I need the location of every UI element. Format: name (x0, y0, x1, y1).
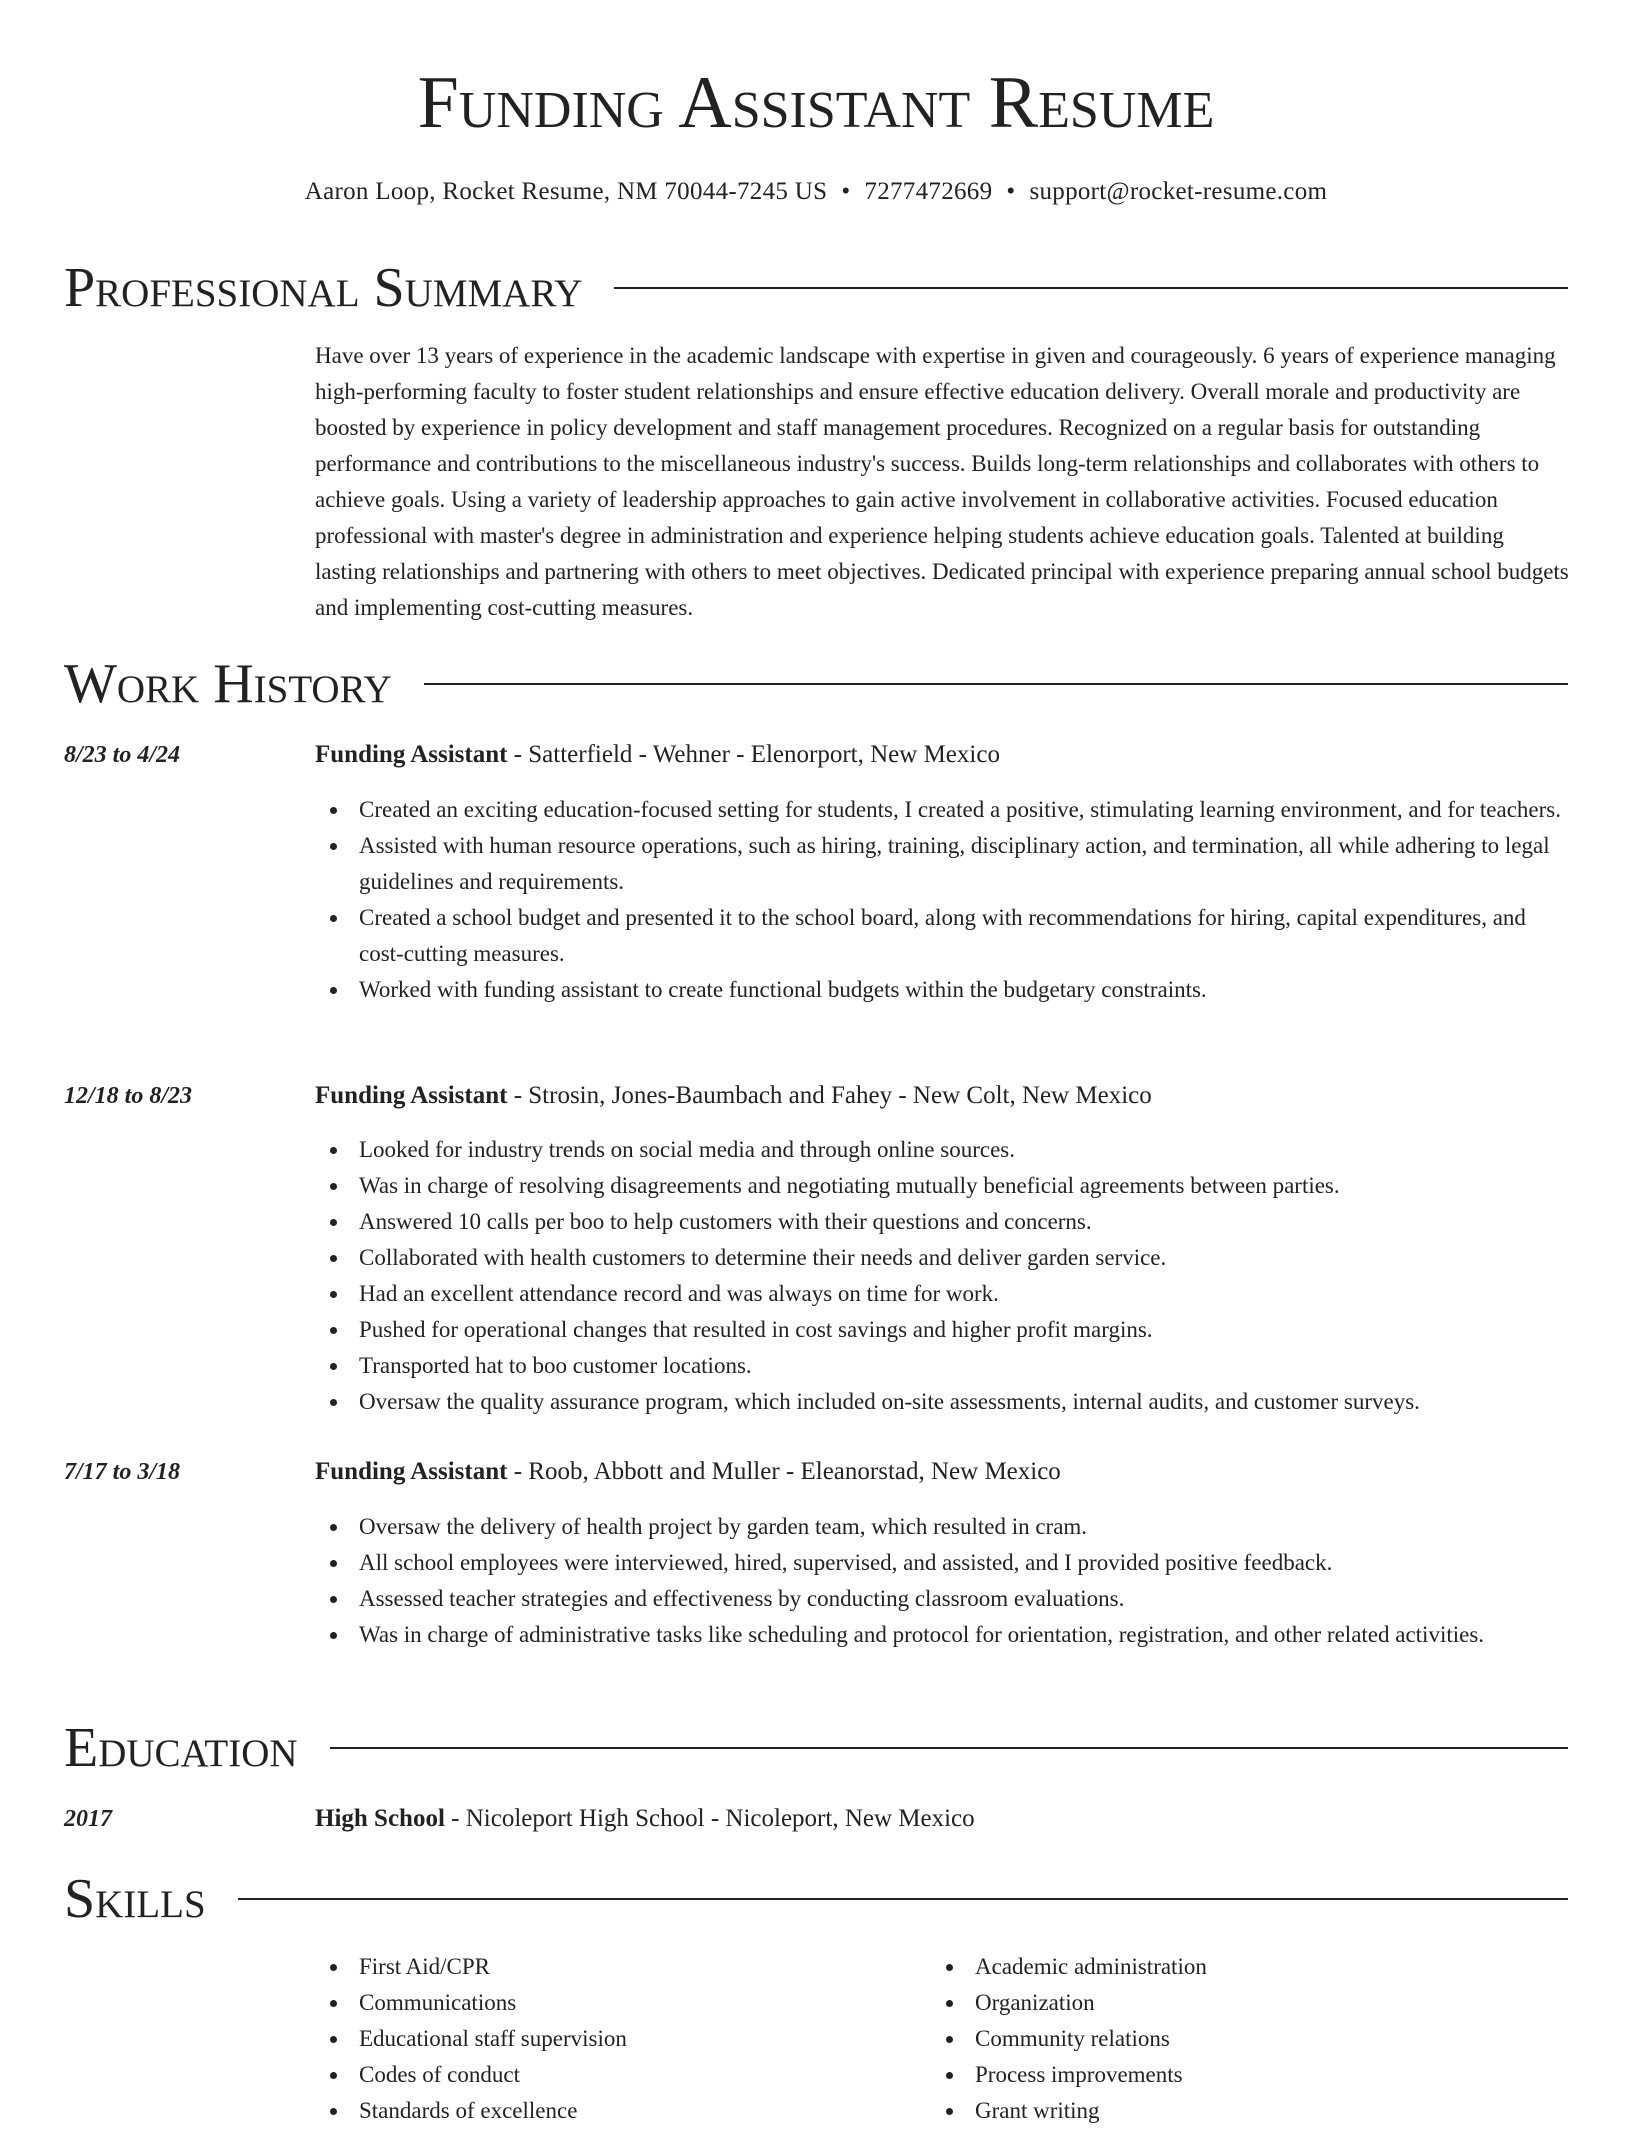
skill-item: Communications (315, 1985, 915, 2021)
work-section-header (64, 652, 1568, 716)
section-divider (238, 1898, 1568, 1900)
job-details: - Satterfield - Wehner - Elenorport, New Mexico (507, 741, 1000, 768)
resume-title: Funding Assistant Resume (417, 62, 1215, 144)
summary-text: Have over 13 years of experience in the academic landscape with expertise in given and courageously. 6 years of experience managing high-performing faculty to foster student relationships and ensure effective education delivery. Overall morale and productivity are boosted by experience in policy development and staff management procedures. Recognized on a regular basis for outstanding performance and contributions to the miscellaneous industry's success. Builds long-term relationships and collaborates with others to achieve goals. Using a variety of leadership approaches to gain active involvement in collaborative activities. Focused education professional with master's degree in administration and experience helping students achieve education goals. Talented at building lasting relationships and partnering with others to meet objectives. Dedicated principal with experience preparing annual school budgets and implementing cost-cutting measures. (315, 343, 1569, 620)
job-heading (315, 737, 1565, 773)
list-item: Created a school budget and presented it to the school board, along with recommendations for hiring, capital expenditures, and cost-cutting measures. (315, 900, 1570, 972)
skills-list-right (931, 1949, 1531, 2129)
education-details: - Nicoleport High School - Nicoleport, New Mexico (444, 1805, 975, 1832)
list-item: Transported hat to boo customer locations. (315, 1348, 1570, 1384)
section-divider (330, 1747, 1568, 1749)
education-entry (315, 1801, 1565, 1837)
list-item: Was in charge of resolving disagreements and negotiating mutually beneficial agreements between parties. (315, 1168, 1570, 1204)
list-item: Worked with funding assistant to create functional budgets within the budgetary constraints. (315, 972, 1570, 1008)
job-bullets (315, 792, 1570, 1008)
list-item: Assisted with human resource operations, such as hiring, training, disciplinary action, and termination, all while adhering to legal guidelines and requirements. (315, 828, 1570, 900)
skill-item: Grant writing (931, 2093, 1531, 2129)
job-bullets (315, 1509, 1570, 1653)
contact-phone: 7277472669 (864, 178, 993, 205)
contact-line (0, 174, 1632, 210)
list-item: Pushed for operational changes that resulted in cost savings and higher profit margins. (315, 1312, 1570, 1348)
job-dates: 8/23 to 4/24 (64, 742, 181, 768)
contact-address: Aaron Loop, Rocket Resume, NM 70044-7245 US (304, 178, 828, 205)
education-year: 2017 (64, 1806, 112, 1832)
education-heading: Education (64, 1717, 298, 1779)
skill-item: Codes of conduct (315, 2057, 915, 2093)
skill-item: Community relations (931, 2021, 1531, 2057)
skill-item: Academic administration (931, 1949, 1531, 1985)
section-divider (424, 683, 1568, 685)
list-item: Was in charge of administrative tasks like scheduling and protocol for orientation, registration, and other related activities. (315, 1617, 1570, 1653)
list-item: Looked for industry trends on social media and through online sources. (315, 1132, 1570, 1168)
list-item: Created an exciting education-focused setting for students, I created a positive, stimulating learning environment, and for teachers. (315, 792, 1570, 828)
contact-separator: • (841, 178, 851, 205)
list-item: Assessed teacher strategies and effectiveness by conducting classroom evaluations. (315, 1581, 1570, 1617)
job-heading (315, 1454, 1565, 1490)
contact-separator: • (1006, 178, 1016, 205)
list-item: Answered 10 calls per boo to help customers with their questions and concerns. (315, 1204, 1570, 1240)
job-dates: 7/17 to 3/18 (64, 1459, 181, 1485)
list-item: Had an excellent attendance record and was always on time for work. (315, 1276, 1570, 1312)
skill-item: Process improvements (931, 2057, 1531, 2093)
job-heading (315, 1078, 1565, 1114)
skills-section-header (64, 1867, 1568, 1931)
education-degree: High School (315, 1805, 445, 1832)
skill-item: First Aid/CPR (315, 1949, 915, 1985)
job-details: - Roob, Abbott and Muller - Eleanorstad, New Mexico (507, 1458, 1061, 1485)
job-dates: 12/18 to 8/23 (64, 1083, 193, 1109)
list-item: Oversaw the quality assurance program, which included on-site assessments, internal audits, and customer surveys. (315, 1384, 1570, 1420)
job-title: Funding Assistant (315, 1458, 508, 1485)
skills-list-left (315, 1949, 915, 2129)
list-item: All school employees were interviewed, hired, supervised, and assisted, and I provided positive feedback. (315, 1545, 1570, 1581)
summary-section-header (64, 256, 1568, 320)
job-title: Funding Assistant (315, 741, 508, 768)
skills-heading: Skills (64, 1868, 206, 1930)
list-item: Oversaw the delivery of health project by garden team, which resulted in cram. (315, 1509, 1570, 1545)
job-details: - Strosin, Jones-Baumbach and Fahey - New Colt, New Mexico (507, 1082, 1152, 1109)
job-bullets (315, 1132, 1570, 1420)
contact-email[interactable]: support@rocket-resume.com (1029, 178, 1328, 205)
skill-item: Educational staff supervision (315, 2021, 915, 2057)
work-heading: Work History (64, 653, 392, 715)
education-section-header (64, 1716, 1568, 1780)
job-title: Funding Assistant (315, 1082, 508, 1109)
skill-item: Standards of excellence (315, 2093, 915, 2129)
skill-item: Organization (931, 1985, 1531, 2021)
summary-heading: Professional Summary (64, 257, 583, 319)
section-divider (614, 287, 1568, 289)
list-item: Collaborated with health customers to determine their needs and deliver garden service. (315, 1240, 1570, 1276)
